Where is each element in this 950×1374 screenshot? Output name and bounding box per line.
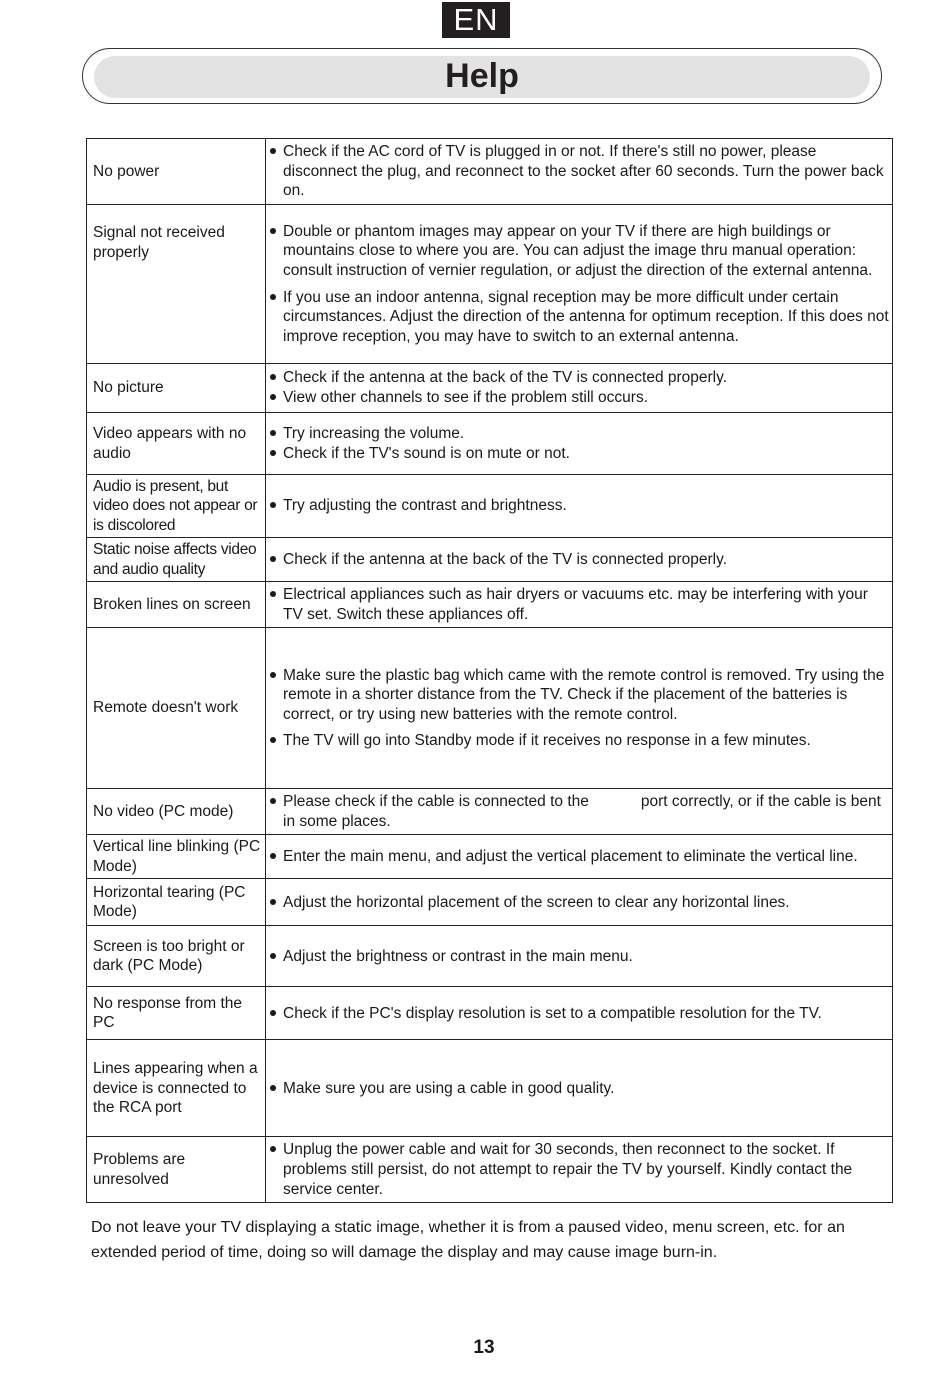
problem-cell: Problems are unresolved [87,1137,266,1203]
solution-item: Try adjusting the contrast and brightness. [270,496,890,516]
bullet-icon [270,1010,276,1016]
solution-cell [266,205,893,364]
bullet-icon [270,672,276,678]
table-row [87,789,893,835]
solution-cell [266,364,893,413]
solution-cell [266,835,893,879]
solution-item: Adjust the horizontal placement of the screen to clear any horizontal lines. [270,893,890,913]
table-row [87,1040,893,1137]
solution-item: Adjust the brightness or contrast in the main menu. [270,947,890,967]
solution-cell [266,475,893,538]
solution-item: Make sure you are using a cable in good quality. [270,1079,890,1099]
table-row [87,926,893,987]
bullet-icon [270,798,276,804]
solution-cell [266,413,893,475]
table-row [87,364,893,413]
solution-item: Check if the TV's sound is on mute or not. [270,444,890,464]
problem-cell: Remote doesn't work [87,628,266,789]
table-row [87,205,893,364]
table-row [87,1137,893,1203]
table-row [87,139,893,205]
solution-item: Unplug the power cable and wait for 30 seconds, then reconnect to the socket. If problems still persist, do not attempt to repair the TV by yourself. Kindly contact the service center. [270,1140,890,1199]
bullet-icon [270,228,276,234]
solution-item: If you use an indoor antenna, signal reception may be more difficult under certain circumstances. Adjust the direction of the antenna for optimum reception. If this does not improve reception, you may have to switch to an external antenna. [270,288,890,347]
solution-cell [266,582,893,628]
table-row [87,475,893,538]
solution-item: Check if the antenna at the back of the TV is connected properly. [270,550,890,570]
bullet-icon [270,430,276,436]
problem-cell: Signal not received properly [87,205,266,364]
table-row [87,582,893,628]
page-title: Help [445,57,519,95]
solution-cell [266,538,893,582]
solution-item: Double or phantom images may appear on your TV if there are high buildings or mountains close to where you are. You can adjust the image thru manual operation: consult instruction of vernier regulation, or adjust the direction of the external antenna. [270,222,890,281]
table-row [87,538,893,582]
solution-cell [266,879,893,926]
problem-cell: No power [87,139,266,205]
table-row [87,413,893,475]
bullet-icon [270,953,276,959]
problem-cell: Video appears with no audio [87,413,266,475]
language-badge: EN [442,2,510,38]
problem-cell: Vertical line blinking (PC Mode) [87,835,266,879]
solution-item: The TV will go into Standby mode if it receives no response in a few minutes. [270,731,890,751]
bullet-icon [270,502,276,508]
solution-cell [266,628,893,789]
table-row [87,628,893,789]
solution-item: Make sure the plastic bag which came with the remote control is removed. Try using the remote in a shorter distance from the TV. Check if the placement of the batteries is correct, or try using new batteries with the remote control. [270,666,890,725]
page-number: 13 [473,1337,495,1358]
problem-cell: Audio is present, but video does not appear or is discolored [87,475,266,538]
solution-item: Try increasing the volume. [270,424,890,444]
solution-cell [266,926,893,987]
solution-item: View other channels to see if the problem still occurs. [270,388,890,408]
table-row [87,835,893,879]
bullet-icon [270,1146,276,1152]
solution-cell [266,789,893,835]
problem-cell: Broken lines on screen [87,582,266,628]
table-row [87,987,893,1040]
solution-cell [266,987,893,1040]
troubleshooting-table [86,138,893,1203]
bullet-icon [270,853,276,859]
solution-cell [266,1137,893,1203]
bullet-icon [270,450,276,456]
problem-cell: No video (PC mode) [87,789,266,835]
solution-item: Check if the antenna at the back of the TV is connected properly. [270,368,890,388]
solution-item: Electrical appliances such as hair dryers or vacuums etc. may be interfering with your TV set. Switch these appliances off. [270,585,890,624]
table-row [87,879,893,926]
problem-cell: Lines appearing when a device is connected to the RCA port [87,1040,266,1137]
solution-item: Please check if the cable is connected to the port correctly, or if the cable is bent in some places. [270,792,890,831]
bullet-icon [270,148,276,154]
bullet-icon [270,556,276,562]
problem-cell: Screen is too bright or dark (PC Mode) [87,926,266,987]
problem-cell: Static noise affects video and audio quality [87,538,266,582]
problem-cell: No response from the PC [87,987,266,1040]
bullet-icon [270,374,276,380]
bullet-icon [270,591,276,597]
bullet-icon [270,1085,276,1091]
bullet-icon [270,394,276,400]
bullet-icon [270,737,276,743]
problem-cell: Horizontal tearing (PC Mode) [87,879,266,926]
solution-cell [266,139,893,205]
bullet-icon [270,899,276,905]
solution-item: Enter the main menu, and adjust the vertical placement to eliminate the vertical line. [270,847,890,867]
bullet-icon [270,294,276,300]
solution-item: Check if the PC's display resolution is set to a compatible resolution for the TV. [270,1004,890,1024]
solution-item: Check if the AC cord of TV is plugged in or not. If there's still no power, please disconnect the plug, and reconnect to the socket after 60 seconds. Turn the power back on. [270,142,890,201]
burn-in-warning: Do not leave your TV displaying a static image, whether it is from a paused video, menu screen, etc. for an extended period of time, doing so will damage the display and may cause image burn-in. [91,1219,845,1261]
solution-cell [266,1040,893,1137]
problem-cell: No picture [87,364,266,413]
